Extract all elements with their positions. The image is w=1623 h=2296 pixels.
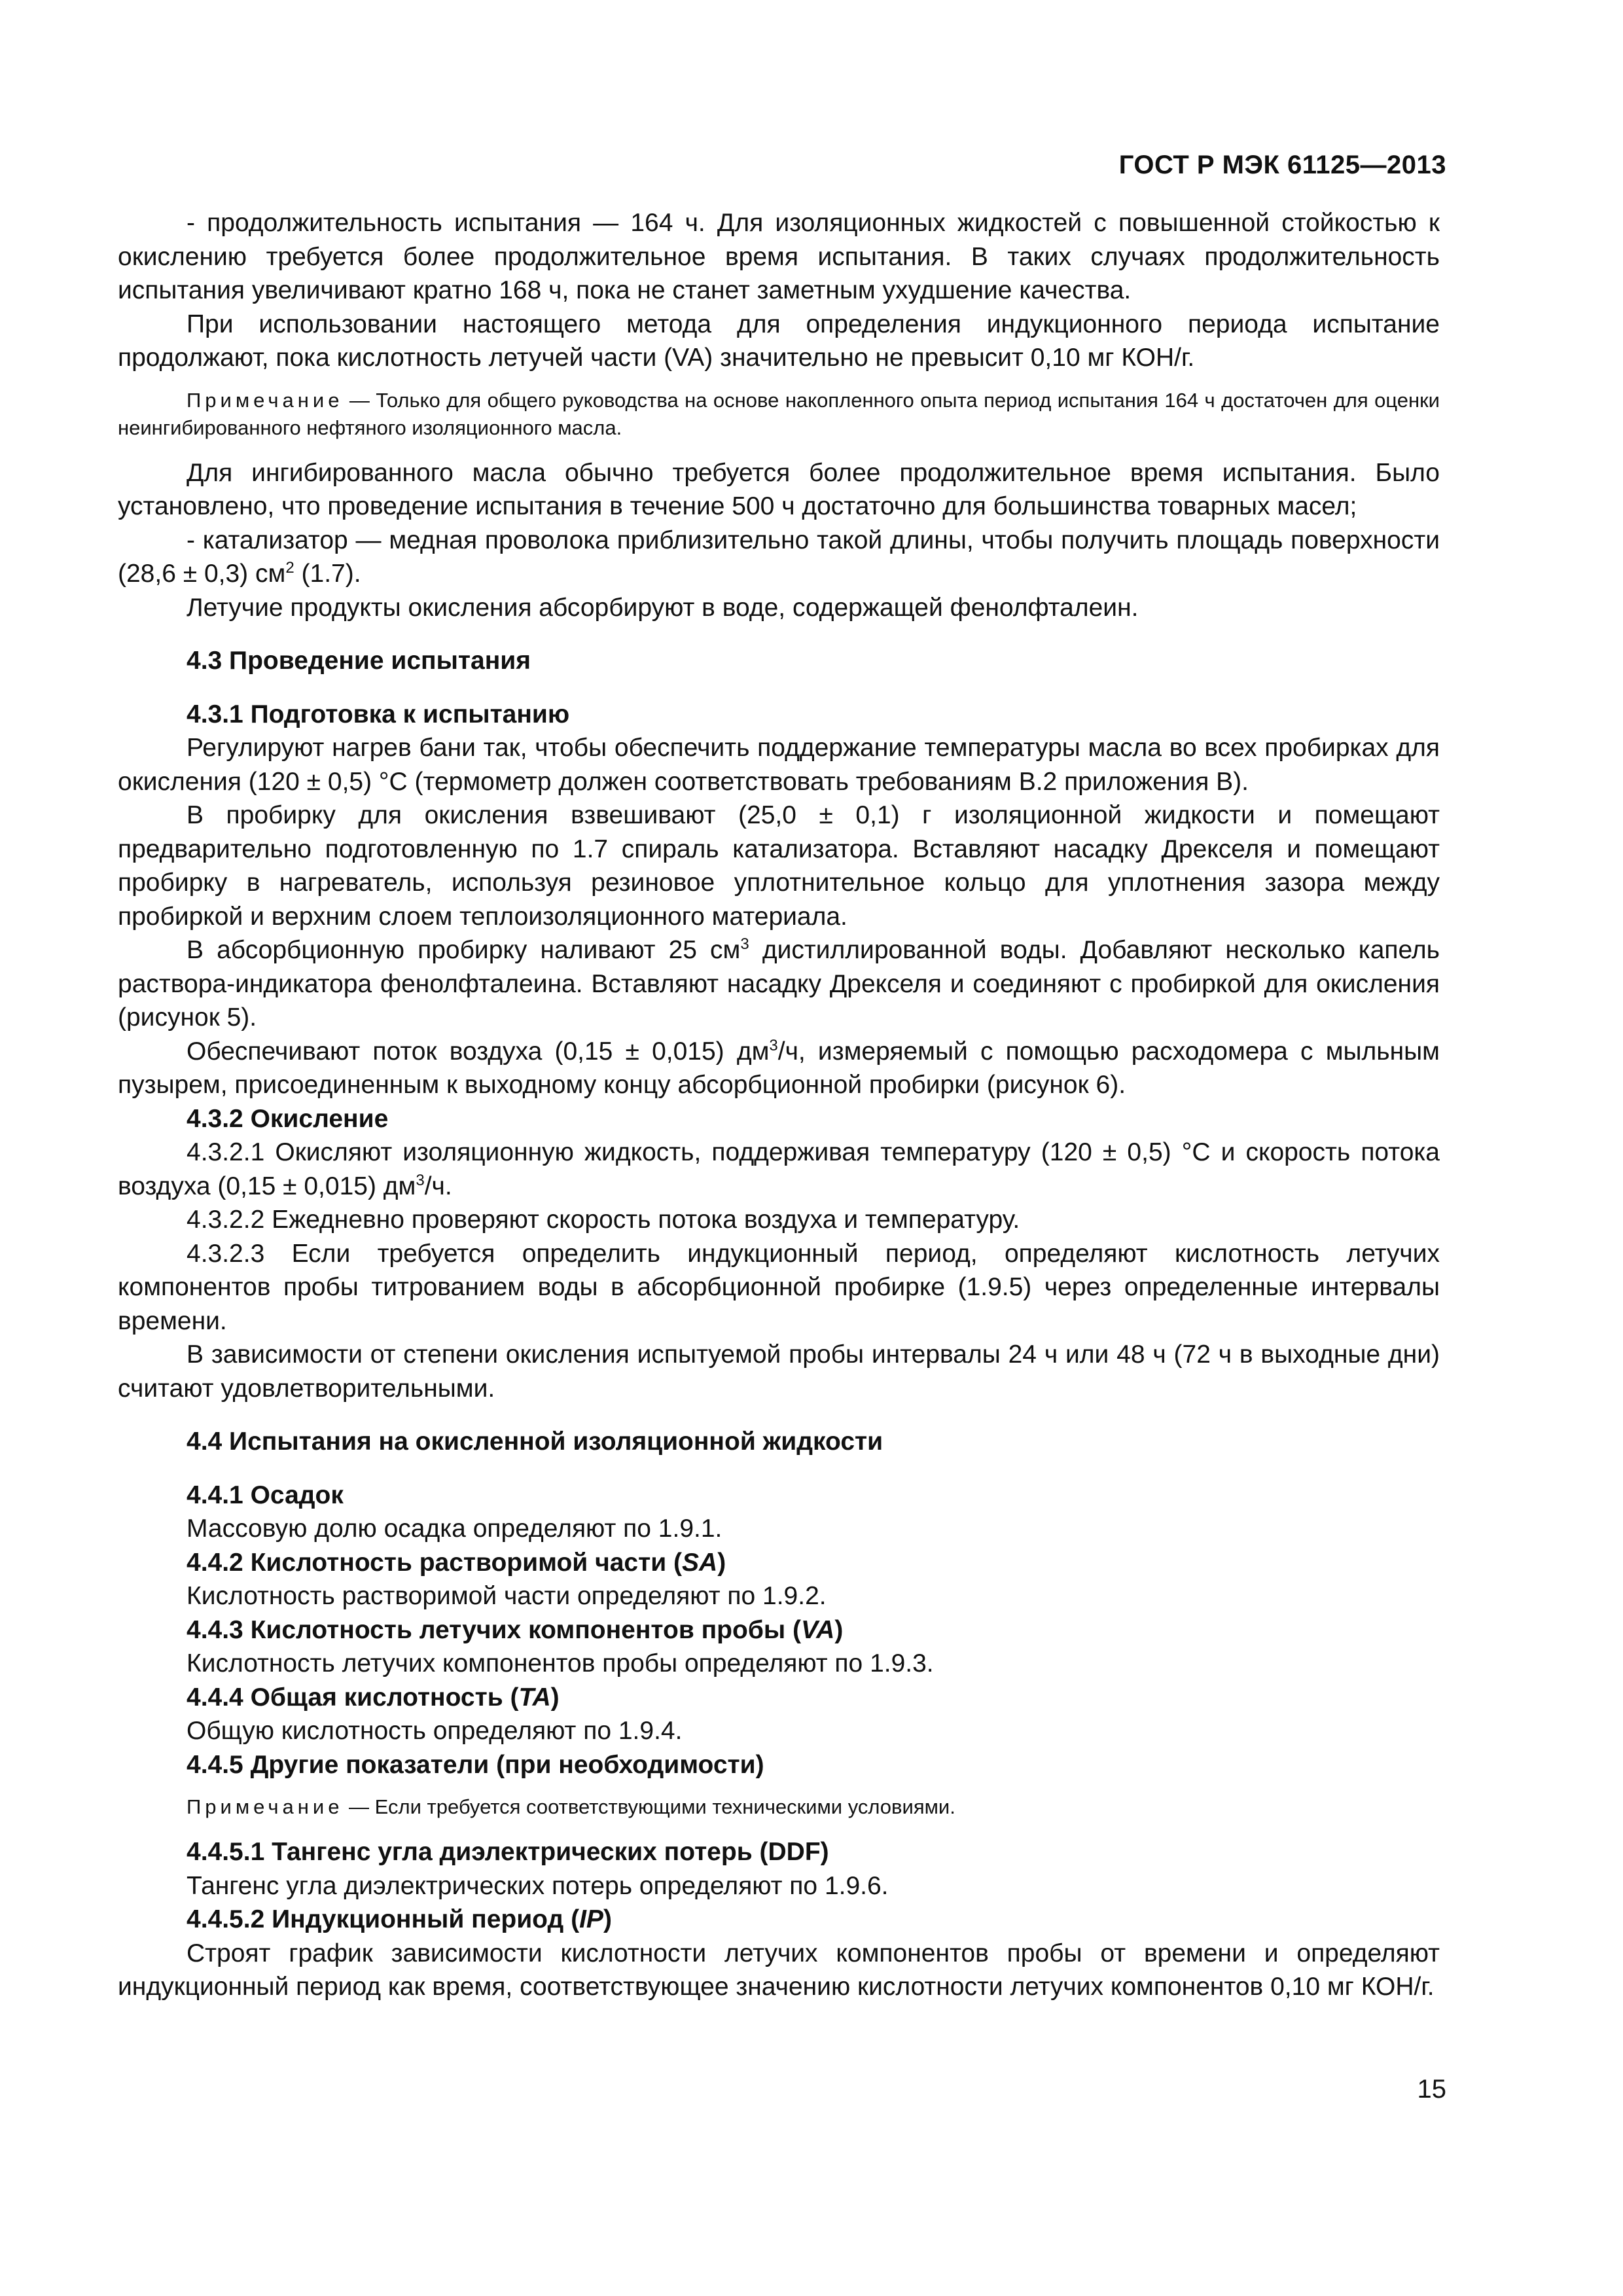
oxidation-text: 4.3.2.1 Окисляют изоляционную жидкость, поддерживая температуру (120 ± 0,5) °С и скорость потока воздуха (0,15 ± 0,015) дм (118, 1138, 1440, 1200)
superscript: 3 (769, 1036, 778, 1054)
paragraph-induction-period: Строят график зависимости кислотности летучих компонентов пробы от времени и определяют индукционный период как время, соответствующее значению кислотности летучих компонентов 0,10 мг КОН/г. (118, 1939, 1440, 2001)
section-heading-4-4-4 (118, 1681, 1440, 1715)
heading-abbrev: IP (579, 1905, 603, 1933)
section-heading-4-3-1: 4.3.1 Подготовка к испытанию (187, 700, 570, 728)
document-body (118, 206, 1440, 2004)
section-heading-4-4-2 (118, 1546, 1440, 1580)
paragraph-intervals: В зависимости от степени окисления испытуемой пробы интервалы 24 ч или 48 ч (72 ч в выходные дни) считают удовлетворительными. (118, 1340, 1440, 1403)
note-text: — Если требуется соответствующими техническими условиями. (343, 1795, 955, 1818)
superscript: 3 (416, 1171, 425, 1189)
paragraph-4-3-2-1 (118, 1136, 1440, 1203)
paragraph-4-3-2-2: 4.3.2.2 Ежедневно проверяют скорость потока воздуха и температуру. (187, 1206, 1020, 1234)
paragraph-sample-weighing: В пробирку для окисления взвешивают (25,0 ± 0,1) г изоляционной жидкости и помещают предварительно подготовленную по 1.7 спираль катализатора. Вставляют насадку Дрекселя и помещают пробирку в нагреватель, используя резиновое уплотнительное кольцо для уплотнения зазора между пробиркой и верхним слоем теплоизоляционного материала. (118, 801, 1440, 931)
catalyst-text-end: (1.7). (294, 560, 361, 588)
heading-text-end: ) (550, 1683, 560, 1712)
heading-abbrev: SA (682, 1548, 718, 1577)
paragraph-soluble-acidity: Кислотность растворимой части определяют по 1.9.2. (187, 1582, 827, 1610)
superscript: 3 (740, 935, 749, 953)
paragraph-test-duration: - продолжительность испытания — 164 ч. Для изоляционных жидкостей с повышенной стойкостью к окислению требуется более продолжительное время испытания. В таких случаях продолжительность испытания увеличивают кратно 168 ч, пока не станет заметным ухудшение качества. (118, 209, 1440, 304)
heading-abbrev: TA (518, 1683, 551, 1712)
paragraph-4-3-2-3: 4.3.2.3 Если требуется определить индукционный период, определяют кислотность летучих компонентов пробы титрованием воды в абсорбционной пробирке (1.9.5) через определенные интервалы времени. (118, 1239, 1440, 1335)
heading-text: 4.4.2 Кислотность растворимой части ( (187, 1548, 682, 1577)
heading-text-end: ) (834, 1615, 844, 1644)
section-heading-4-4-5-1: 4.4.5.1 Тангенс угла диэлектрических потерь (DDF) (187, 1838, 829, 1866)
note-technical-conditions (118, 1793, 1440, 1821)
section-heading-4-4: 4.4 Испытания на окисленной изоляционной жидкости (187, 1427, 883, 1456)
paragraph-catalyst (118, 524, 1440, 591)
heading-text: 4.4.3 Кислотность летучих компонентов пробы ( (187, 1615, 802, 1644)
heading-text: 4.4.5.2 Индукционный период ( (187, 1905, 580, 1933)
section-heading-4-4-5-2 (118, 1903, 1440, 1937)
catalyst-text: - катализатор — медная проволока приблизительно такой длины, чтобы получить площадь поверхности (28,6 ± 0,3) см (118, 526, 1440, 588)
paragraph-total-acidity: Общую кислотность определяют по 1.9.4. (187, 1717, 683, 1745)
paragraph-sediment: Массовую долю осадка определяют по 1.9.1. (187, 1515, 722, 1543)
note-label: Примечание (187, 1795, 344, 1818)
section-heading-4-4-5: 4.4.5 Другие показатели (при необходимости) (187, 1750, 764, 1779)
heading-text-end: ) (717, 1548, 726, 1577)
note-text: — Только для общего руководства на основе накопленного опыта период испытания 164 ч достаточен для оценки неингибированного нефтяного изоляционного масла. (118, 388, 1440, 439)
section-heading-4-3-2: 4.3.2 Окисление (187, 1104, 389, 1133)
paragraph-air-flow (118, 1035, 1440, 1102)
note-label: Примечание (187, 388, 344, 412)
paragraph-bath-heating: Регулируют нагрев бани так, чтобы обеспечить поддержание температуры масла во всех пробирках для окисления (120 ± 0,5) °С (термометр должен соответствовать требованиям В.2 приложения В). (118, 734, 1440, 796)
section-heading-4-4-1: 4.4.1 Осадок (187, 1480, 344, 1509)
paragraph-induction-method: При использовании настоящего метода для определения индукционного периода испытание продолжают, пока кислотность летучей части (VA) значительно не превысит 0,10 мг КОН/г. (118, 310, 1440, 372)
page-number: 15 (1417, 2075, 1446, 2104)
document-header: ГОСТ Р МЭК 61125—2013 (1118, 151, 1446, 179)
section-heading-4-4-3 (118, 1613, 1440, 1647)
oxidation-text-end: /ч. (424, 1172, 452, 1200)
air-flow-text: Обеспечивают поток воздуха (0,15 ± 0,015) дм (187, 1037, 770, 1066)
heading-text-end: ) (603, 1905, 612, 1933)
air-flow-text-end: /ч, измеряемый с помощью расходомера с мыльным пузырем, присоединенным к выходному концу абсорбционной пробирки (рисунок 6). (118, 1037, 1440, 1099)
heading-text: 4.4.4 Общая кислотность ( (187, 1683, 519, 1712)
note-general-guidance (118, 387, 1440, 442)
superscript: 2 (285, 559, 294, 577)
paragraph-volatile-acidity: Кислотность летучих компонентов пробы определяют по 1.9.3. (187, 1649, 934, 1677)
heading-abbrev: VA (801, 1615, 835, 1644)
absorption-text-end: дистиллированной воды. Добавляют несколько капель раствора-индикатора фенолфталеина. Вставляют насадку Дрекселя и соединяют с пробиркой для окисления (рисунок 5). (118, 936, 1440, 1031)
absorption-text: В абсорбционную пробирку наливают 25 см (187, 936, 741, 964)
section-heading-4-3: 4.3 Проведение испытания (187, 647, 531, 675)
paragraph-volatile-products: Летучие продукты окисления абсорбируют в воде, содержащей фенолфталеин. (187, 593, 1139, 622)
paragraph-inhibited-oil: Для ингибированного масла обычно требуется более продолжительное время испытания. Было установлено, что проведение испытания в течение 500 ч достаточно для большинства товарных масел; (118, 458, 1440, 520)
paragraph-absorption-tube (118, 933, 1440, 1035)
paragraph-ddf: Тангенс угла диэлектрических потерь определяют по 1.9.6. (187, 1871, 889, 1900)
